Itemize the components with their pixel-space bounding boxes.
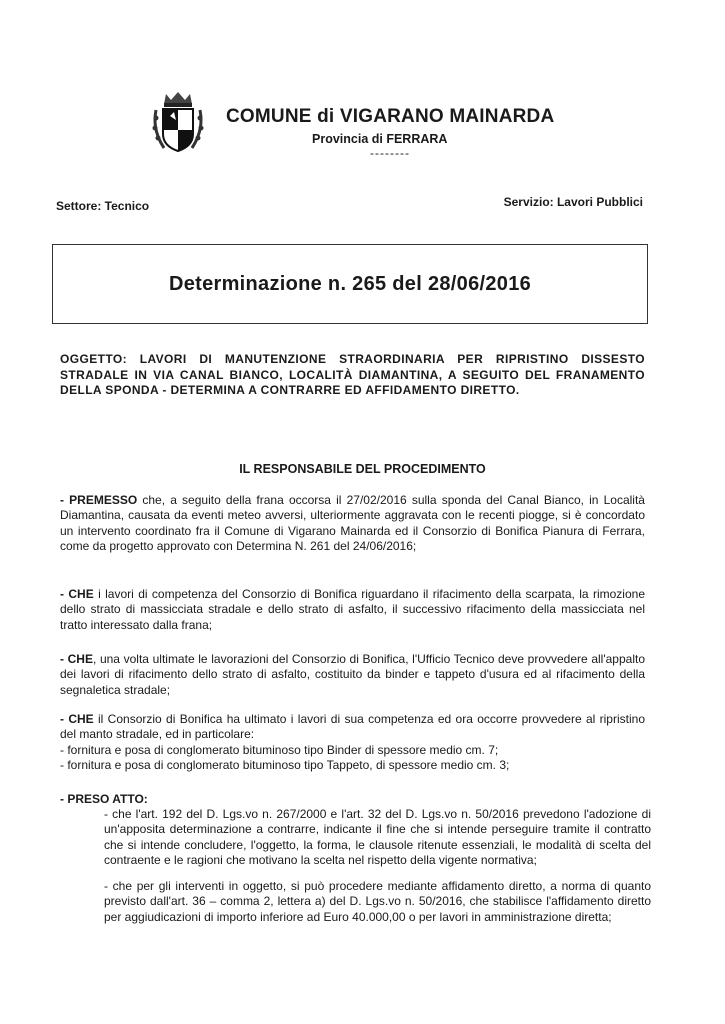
determination-title: Determinazione n. 265 del 28/06/2016 [168, 272, 532, 295]
header-separator: -------- [370, 146, 410, 160]
paragraph-body: che, a seguito della frana occorsa il 27/02/2016 sulla sponda del Canal Bianco, in Località Diamantina, causata da eventi meteo avversi, ulteriormente aggravata con le recenti piogge, si è concordato un intervento coordinato fra il Comune di Vigarano Mainarda ed il Consorzio di Bonifica Pianura di Ferrara, come da progetto approvato con Determina N. 261 del 24/06/2016; [60, 493, 645, 554]
servizio-label: Servizio: Lavori Pubblici [503, 195, 643, 209]
paragraph-body: , una volta ultimate le lavorazioni del Consorzio di Bonifica, l'Ufficio Tecnico deve provvedere all'appalto dei lavori di rifacimento dello strato di asfalto, costituito da binder e tappeto d'usura ed al rifacimento della segnaletica stradale; [60, 652, 646, 697]
paragraph-che-1 [60, 587, 645, 633]
paragraph-premesso [60, 493, 645, 555]
paragraph-lead: - CHE [60, 652, 93, 666]
paragraph-lead: - PRESO ATTO [60, 792, 144, 806]
list-item: - fornitura e posa di conglomerato bituminoso tipo Tappeto, di spessore medio cm. 3; [60, 758, 510, 773]
paragraph-che-3 [60, 712, 645, 774]
paragraph-che-2 [60, 652, 645, 698]
list-item: - fornitura e posa di conglomerato bituminoso tipo Binder di spessore medio cm. 7; [60, 742, 499, 757]
preso-atto-item-2: - che per gli interventi in oggetto, si può procedere mediante affidamento diretto, a norma di quanto previsto dall'art. 36 – comma 2, lettera a) del D. Lgs.vo n. 50/2016, che stabilisce l'affidamento diretto per aggiudicazioni di importo inferiore ad Euro 40.000,00 o per lavori in amministrazione diretta; [104, 879, 651, 924]
paragraph-lead: - PREMESSO [60, 493, 138, 507]
paragraph-lead: - CHE [60, 587, 94, 601]
paragraph-lead: - CHE [60, 712, 94, 726]
preso-atto-lead-line: - PRESO ATTO: [60, 792, 148, 806]
paragraph-body: il Consorzio di Bonifica ha ultimato i lavori di sua competenza ed ora occorre provvedere al ripristino del manto stradale, ed in particolare: [60, 712, 645, 742]
coat-of-arms-icon [150, 90, 206, 156]
province-name: Provincia di FERRARA [312, 132, 448, 146]
section-heading: IL RESPONSABILE DEL PROCEDIMENTO [239, 462, 486, 476]
settore-label: Settore: Tecnico [56, 199, 150, 213]
determination-box [52, 244, 648, 324]
municipality-name: COMUNE di VIGARANO MAINARDA [226, 106, 555, 127]
preso-atto-item-1: - che l'art. 192 del D. Lgs.vo n. 267/2000 e l'art. 32 del D. Lgs.vo n. 50/2016 prevedono l'adozione di un'apposita determinazione a contrarre, indicante il fine che si intende perseguire tramite il contratto che si intende concludere, l'oggetto, la forma, le clausole ritenute essenziali, le modalità di scelta del contraente e le ragioni che motivano la scelta nel rispetto della vigente normativa; [104, 807, 651, 868]
letterhead [150, 88, 570, 168]
paragraph-body: i lavori di competenza del Consorzio di Bonifica riguardano il rifacimento della scarpata, la rimozione dello strato di massicciata stradale e dello strato di asfalto, il successivo rifacimento della massicciata nel tratto interessato dalla frana; [60, 587, 645, 632]
subject-text: OGGETTO: LAVORI DI MANUTENZIONE STRAORDINARIA PER RIPRISTINO DISSESTO STRADALE IN VIA CANAL BIANCO, LOCALITÀ DIAMANTINA, A SEGUITO DEL FRANAMENTO DELLA SPONDA - DETERMINA A CONTRARRE ED AFFIDAMENTO DIRETTO. [60, 352, 645, 397]
